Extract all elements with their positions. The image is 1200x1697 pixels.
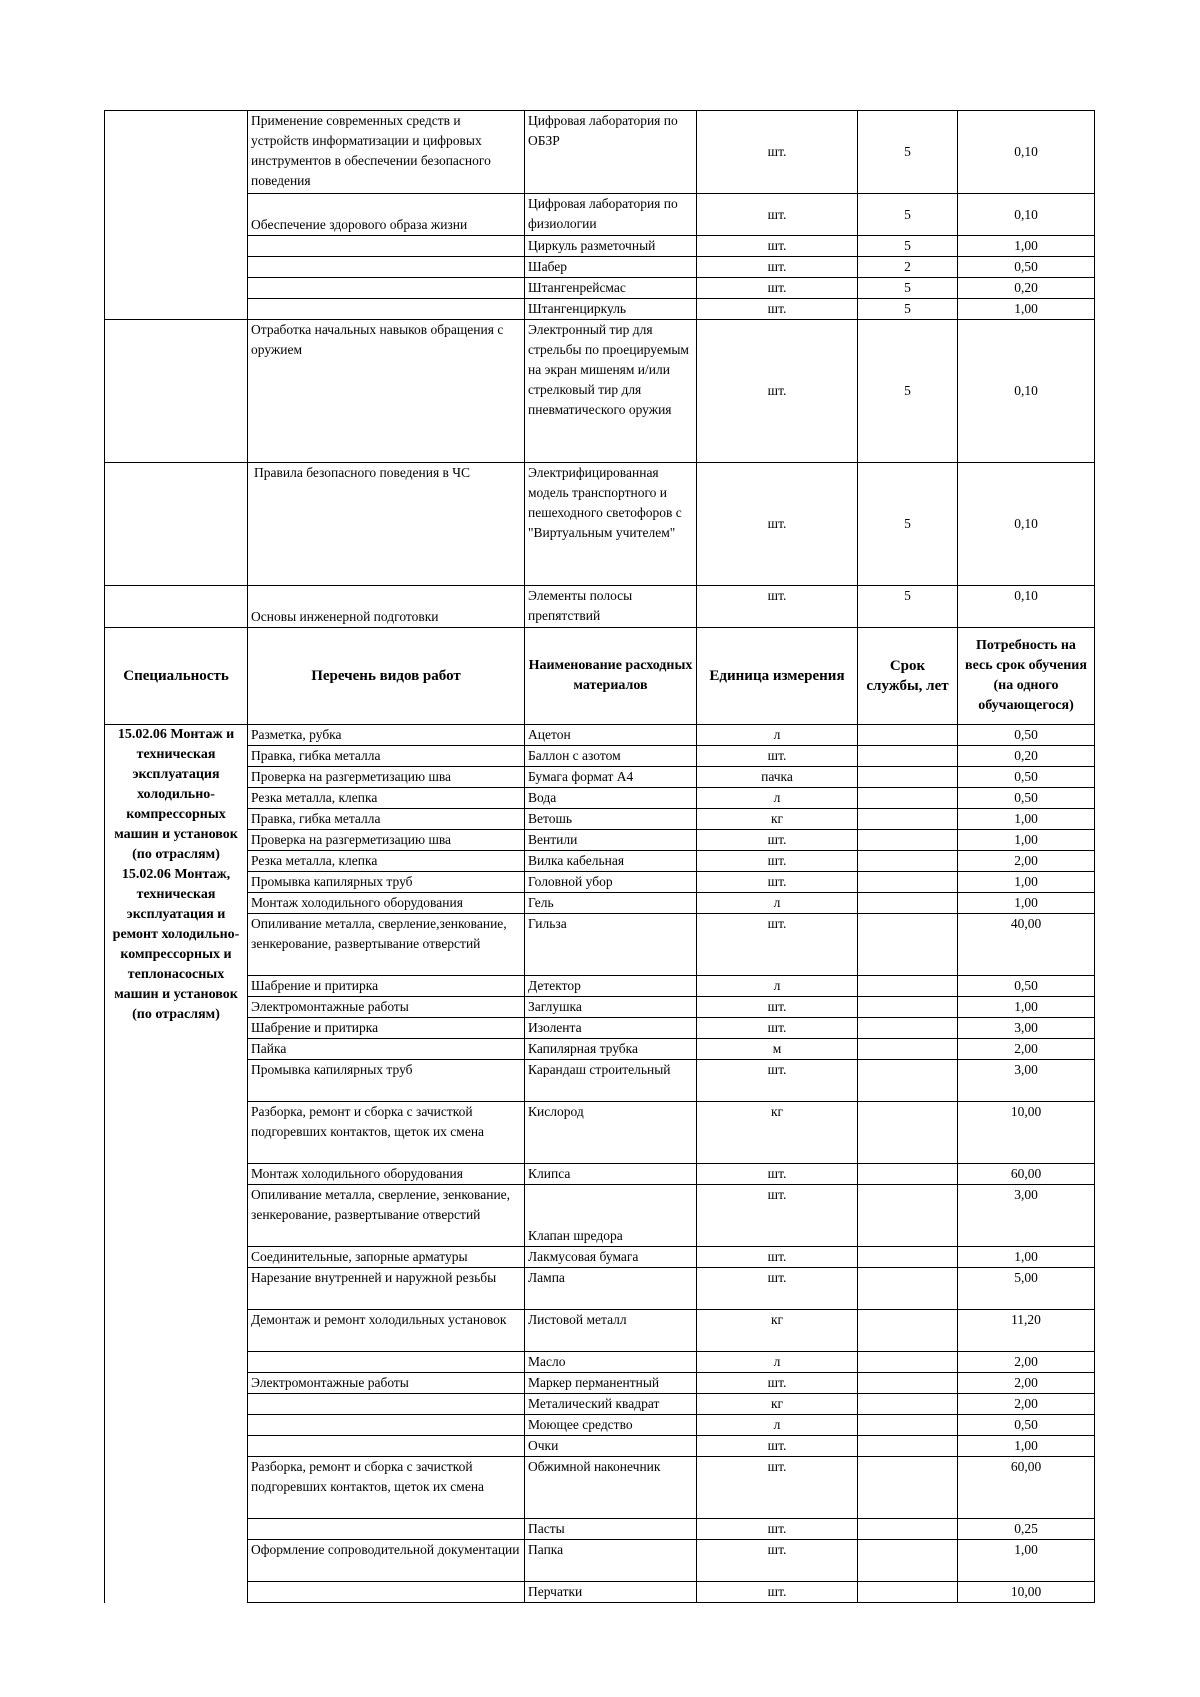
work-cell xyxy=(248,1519,525,1540)
need-cell: 1,00 xyxy=(958,236,1095,257)
need-cell: 0,20 xyxy=(958,278,1095,299)
unit-cell: шт. xyxy=(697,1540,858,1582)
material-cell: Штангенциркуль xyxy=(525,299,697,320)
need-cell: 0,25 xyxy=(958,1519,1095,1540)
work-cell: Шабрение и притирка xyxy=(248,976,525,997)
need-cell: 1,00 xyxy=(958,299,1095,320)
specialty-cell xyxy=(105,586,248,628)
term-cell xyxy=(858,1185,958,1247)
table-row xyxy=(105,1247,1095,1268)
term-cell: 5 xyxy=(858,320,958,463)
need-cell: 0,50 xyxy=(958,767,1095,788)
table-row xyxy=(105,1310,1095,1352)
need-cell: 0,50 xyxy=(958,1415,1095,1436)
material-cell: Перчатки xyxy=(525,1582,697,1603)
table-row xyxy=(105,1060,1095,1102)
work-cell: Опиливание металла, сверление, зенкование, зенкерование, развертывание отверстий xyxy=(248,1185,525,1247)
material-cell: Масло xyxy=(525,1352,697,1373)
term-cell xyxy=(858,1394,958,1415)
unit-cell: кг xyxy=(697,809,858,830)
term-cell xyxy=(858,1310,958,1352)
material-cell: Цифровая лаборатория по ОБЗР xyxy=(525,111,697,194)
material-cell: Элементы полосы препятствий xyxy=(525,586,697,628)
material-cell: Папка xyxy=(525,1540,697,1582)
material-cell: Клапан шредора xyxy=(525,1185,697,1247)
header-need: Потребность на весь срок обучения (на одного обучающегося) xyxy=(958,628,1095,725)
work-cell: Нарезание внутренней и наружной резьбы xyxy=(248,1268,525,1310)
term-cell xyxy=(858,1519,958,1540)
table-row xyxy=(105,320,1095,463)
specialty-cell xyxy=(105,236,248,257)
material-cell: Ветошь xyxy=(525,809,697,830)
unit-cell: шт. xyxy=(697,872,858,893)
need-cell: 0,10 xyxy=(958,463,1095,586)
term-cell xyxy=(858,767,958,788)
specialty-name: 15.02.06 Монтаж и техническая эксплуатация холодильно-компрессорных машин и установок (по отраслям) 15.02.06 Монтаж, техническая эксплуатация и ремонт холодильно-компрессорных и теплонасосных машин и установок (по отраслям) xyxy=(105,725,248,1603)
table-row xyxy=(105,997,1095,1018)
material-cell: Клипса xyxy=(525,1164,697,1185)
table-row xyxy=(105,788,1095,809)
material-cell: Штангенрейсмас xyxy=(525,278,697,299)
need-cell: 0,10 xyxy=(958,194,1095,236)
need-cell: 0,20 xyxy=(958,746,1095,767)
unit-cell: шт. xyxy=(697,1185,858,1247)
unit-cell: л xyxy=(697,976,858,997)
work-cell: Резка металла, клепка xyxy=(248,851,525,872)
unit-cell: шт. xyxy=(697,1436,858,1457)
need-cell: 1,00 xyxy=(958,809,1095,830)
table-row xyxy=(105,767,1095,788)
table-row xyxy=(105,236,1095,257)
material-cell: Пасты xyxy=(525,1519,697,1540)
specialty-cell xyxy=(105,278,248,299)
term-cell xyxy=(858,725,958,746)
table-row xyxy=(105,1519,1095,1540)
unit-cell: шт. xyxy=(697,1247,858,1268)
work-cell xyxy=(248,257,525,278)
material-cell: Баллон с азотом xyxy=(525,746,697,767)
term-cell xyxy=(858,1018,958,1039)
table-row xyxy=(105,1436,1095,1457)
work-cell xyxy=(248,1352,525,1373)
table-row xyxy=(105,257,1095,278)
work-cell xyxy=(248,278,525,299)
unit-cell: шт. xyxy=(697,194,858,236)
unit-cell: шт. xyxy=(697,111,858,194)
material-cell: Обжимной наконечник xyxy=(525,1457,697,1519)
need-cell: 2,00 xyxy=(958,851,1095,872)
unit-cell: шт. xyxy=(697,1164,858,1185)
work-cell: Резка металла, клепка xyxy=(248,788,525,809)
unit-cell: шт. xyxy=(697,914,858,976)
need-cell: 1,00 xyxy=(958,872,1095,893)
work-cell xyxy=(248,1436,525,1457)
unit-cell: шт. xyxy=(697,463,858,586)
unit-cell: шт. xyxy=(697,1060,858,1102)
work-cell xyxy=(248,299,525,320)
term-cell xyxy=(858,1247,958,1268)
table-row xyxy=(105,1582,1095,1603)
unit-cell: шт. xyxy=(697,1018,858,1039)
need-cell: 1,00 xyxy=(958,997,1095,1018)
unit-cell: л xyxy=(697,725,858,746)
header-material: Наименование расходных материалов xyxy=(525,628,697,725)
table-body-materials xyxy=(105,725,1095,1603)
term-cell xyxy=(858,1457,958,1519)
need-cell: 0,10 xyxy=(958,111,1095,194)
term-cell xyxy=(858,1540,958,1582)
need-cell: 0,10 xyxy=(958,320,1095,463)
unit-cell: шт. xyxy=(697,997,858,1018)
term-cell xyxy=(858,1352,958,1373)
work-cell: Применение современных средств и устройств информатизации и цифровых инструментов в обеспечении безопасного поведения xyxy=(248,111,525,194)
work-cell: Проверка на разгерметизацию шва xyxy=(248,767,525,788)
work-cell: Правка, гибка металла xyxy=(248,746,525,767)
table-row xyxy=(105,278,1095,299)
specialty-cell xyxy=(105,320,248,463)
need-cell: 11,20 xyxy=(958,1310,1095,1352)
material-cell: Металический квадрат xyxy=(525,1394,697,1415)
table-row xyxy=(105,1540,1095,1582)
material-cell: Шабер xyxy=(525,257,697,278)
need-cell: 2,00 xyxy=(958,1373,1095,1394)
material-cell: Карандаш строительный xyxy=(525,1060,697,1102)
need-cell: 1,00 xyxy=(958,893,1095,914)
need-cell: 3,00 xyxy=(958,1060,1095,1102)
work-cell: Правила безопасного поведения в ЧС xyxy=(248,463,525,586)
unit-cell: пачка xyxy=(697,767,858,788)
term-cell xyxy=(858,893,958,914)
specialty-cell xyxy=(105,257,248,278)
need-cell: 0,50 xyxy=(958,725,1095,746)
table-row xyxy=(105,914,1095,976)
table-row xyxy=(105,1102,1095,1164)
material-cell: Вода xyxy=(525,788,697,809)
unit-cell: шт. xyxy=(697,746,858,767)
specialty-cell xyxy=(105,463,248,586)
material-cell: Гильза xyxy=(525,914,697,976)
material-cell: Головной убор xyxy=(525,872,697,893)
material-cell: Вилка кабельная xyxy=(525,851,697,872)
table-row xyxy=(105,976,1095,997)
material-cell: Изолента xyxy=(525,1018,697,1039)
term-cell xyxy=(858,1415,958,1436)
term-cell xyxy=(858,976,958,997)
need-cell: 1,00 xyxy=(958,1436,1095,1457)
work-cell: Монтаж холодильного оборудования xyxy=(248,893,525,914)
need-cell: 0,50 xyxy=(958,788,1095,809)
need-cell: 1,00 xyxy=(958,1540,1095,1582)
unit-cell: шт. xyxy=(697,299,858,320)
table-row xyxy=(105,1039,1095,1060)
need-cell: 60,00 xyxy=(958,1457,1095,1519)
unit-cell: шт. xyxy=(697,236,858,257)
material-cell: Детектор xyxy=(525,976,697,997)
table-row xyxy=(105,1164,1095,1185)
work-cell: Демонтаж и ремонт холодильных установок xyxy=(248,1310,525,1352)
term-cell: 5 xyxy=(858,299,958,320)
term-cell xyxy=(858,1164,958,1185)
need-cell: 2,00 xyxy=(958,1039,1095,1060)
table-row xyxy=(105,1373,1095,1394)
table-row xyxy=(105,851,1095,872)
table-row xyxy=(105,299,1095,320)
term-cell xyxy=(858,851,958,872)
header-specialty: Специальность xyxy=(105,628,248,725)
work-cell: Соединительные, запорные арматуры xyxy=(248,1247,525,1268)
material-cell: Вентили xyxy=(525,830,697,851)
table-row xyxy=(105,809,1095,830)
table-row xyxy=(105,893,1095,914)
work-cell xyxy=(248,1582,525,1603)
need-cell: 1,00 xyxy=(958,830,1095,851)
work-cell xyxy=(248,1415,525,1436)
table-row xyxy=(105,1415,1095,1436)
unit-cell: шт. xyxy=(697,1519,858,1540)
unit-cell: кг xyxy=(697,1102,858,1164)
table-row xyxy=(105,1457,1095,1519)
term-cell xyxy=(858,1039,958,1060)
work-cell: Опиливание металла, сверление,зенкование, зенкерование, развертывание отверстий xyxy=(248,914,525,976)
header-unit: Единица измерения xyxy=(697,628,858,725)
unit-cell: м xyxy=(697,1039,858,1060)
work-cell: Оформление сопроводительной документации xyxy=(248,1540,525,1582)
work-cell: Электромонтажные работы xyxy=(248,1373,525,1394)
material-cell: Заглушка xyxy=(525,997,697,1018)
need-cell: 0,50 xyxy=(958,976,1095,997)
specialty-cell xyxy=(105,194,248,236)
work-cell: Пайка xyxy=(248,1039,525,1060)
unit-cell: шт. xyxy=(697,278,858,299)
work-cell: Шабрение и притирка xyxy=(248,1018,525,1039)
unit-cell: шт. xyxy=(697,320,858,463)
unit-cell: л xyxy=(697,788,858,809)
table-row xyxy=(105,1352,1095,1373)
need-cell: 0,10 xyxy=(958,586,1095,628)
table-row xyxy=(105,725,1095,746)
material-cell: Цифровая лаборатория по физиологии xyxy=(525,194,697,236)
table-row xyxy=(105,1268,1095,1310)
unit-cell: шт. xyxy=(697,1457,858,1519)
material-cell: Бумага формат А4 xyxy=(525,767,697,788)
need-cell: 0,50 xyxy=(958,257,1095,278)
unit-cell: шт. xyxy=(697,586,858,628)
work-cell xyxy=(248,1394,525,1415)
term-cell xyxy=(858,1436,958,1457)
material-cell: Ацетон xyxy=(525,725,697,746)
work-cell: Отработка начальных навыков обращения с оружием xyxy=(248,320,525,463)
term-cell xyxy=(858,1582,958,1603)
term-cell: 5 xyxy=(858,111,958,194)
unit-cell: шт. xyxy=(697,1268,858,1310)
term-cell: 5 xyxy=(858,194,958,236)
material-cell: Маркер перманентный xyxy=(525,1373,697,1394)
material-cell: Капилярная трубка xyxy=(525,1039,697,1060)
material-cell: Циркуль разметочный xyxy=(525,236,697,257)
specialty-cell xyxy=(105,299,248,320)
term-cell xyxy=(858,1268,958,1310)
unit-cell: л xyxy=(697,1352,858,1373)
need-cell: 3,00 xyxy=(958,1018,1095,1039)
term-cell: 5 xyxy=(858,463,958,586)
term-cell: 5 xyxy=(858,278,958,299)
need-cell: 3,00 xyxy=(958,1185,1095,1247)
need-cell: 10,00 xyxy=(958,1582,1095,1603)
work-cell: Монтаж холодильного оборудования xyxy=(248,1164,525,1185)
work-cell: Разборка, ремонт и сборка с зачисткой подгоревших контактов, щеток их смена xyxy=(248,1457,525,1519)
work-cell: Промывка капилярных труб xyxy=(248,872,525,893)
unit-cell: шт. xyxy=(697,851,858,872)
term-cell: 5 xyxy=(858,236,958,257)
term-cell xyxy=(858,997,958,1018)
term-cell xyxy=(858,788,958,809)
table-row xyxy=(105,194,1095,236)
term-cell xyxy=(858,1373,958,1394)
material-cell: Гель xyxy=(525,893,697,914)
work-cell: Основы инженерной подготовки xyxy=(248,586,525,628)
table-row xyxy=(105,1018,1095,1039)
header-works: Перечень видов работ xyxy=(248,628,525,725)
materials-table xyxy=(104,110,1095,1603)
table-row xyxy=(105,586,1095,628)
need-cell: 5,00 xyxy=(958,1268,1095,1310)
specialty-cell xyxy=(105,111,248,194)
material-cell: Электронный тир для стрельбы по проецируемым на экран мишеням и/или стрелковый тир для пневматического оружия xyxy=(525,320,697,463)
material-cell: Очки xyxy=(525,1436,697,1457)
left-border-line xyxy=(104,1560,105,1576)
unit-cell: кг xyxy=(697,1394,858,1415)
unit-cell: шт. xyxy=(697,1582,858,1603)
unit-cell: л xyxy=(697,1415,858,1436)
unit-cell: л xyxy=(697,893,858,914)
term-cell xyxy=(858,914,958,976)
work-cell: Электромонтажные работы xyxy=(248,997,525,1018)
work-cell: Разметка, рубка xyxy=(248,725,525,746)
material-cell: Листовой металл xyxy=(525,1310,697,1352)
term-cell xyxy=(858,746,958,767)
table-row xyxy=(105,463,1095,586)
work-cell: Разборка, ремонт и сборка с зачисткой подгоревших контактов, щеток их смена xyxy=(248,1102,525,1164)
term-cell xyxy=(858,872,958,893)
table-row xyxy=(105,746,1095,767)
unit-cell: шт. xyxy=(697,257,858,278)
work-cell: Обеспечение здорового образа жизни xyxy=(248,194,525,236)
table-row xyxy=(105,111,1095,194)
term-cell xyxy=(858,830,958,851)
work-cell: Правка, гибка металла xyxy=(248,809,525,830)
material-cell: Лампа xyxy=(525,1268,697,1310)
material-cell: Кислород xyxy=(525,1102,697,1164)
table-row xyxy=(105,830,1095,851)
unit-cell: кг xyxy=(697,1310,858,1352)
work-cell xyxy=(248,236,525,257)
term-cell: 5 xyxy=(858,586,958,628)
table-row xyxy=(105,872,1095,893)
table-row xyxy=(105,1394,1095,1415)
term-cell xyxy=(858,1060,958,1102)
material-cell: Лакмусовая бумага xyxy=(525,1247,697,1268)
material-cell: Моющее средство xyxy=(525,1415,697,1436)
header-term: Срок службы, лет xyxy=(858,628,958,725)
term-cell xyxy=(858,1102,958,1164)
work-cell: Проверка на разгерметизацию шва xyxy=(248,830,525,851)
need-cell: 10,00 xyxy=(958,1102,1095,1164)
need-cell: 2,00 xyxy=(958,1394,1095,1415)
term-cell: 2 xyxy=(858,257,958,278)
need-cell: 40,00 xyxy=(958,914,1095,976)
table-row xyxy=(105,1185,1095,1247)
work-cell: Промывка капилярных труб xyxy=(248,1060,525,1102)
need-cell: 1,00 xyxy=(958,1247,1095,1268)
table-body-top xyxy=(105,111,1095,725)
unit-cell: шт. xyxy=(697,830,858,851)
table-header-row xyxy=(105,628,1095,725)
need-cell: 60,00 xyxy=(958,1164,1095,1185)
need-cell: 2,00 xyxy=(958,1352,1095,1373)
material-cell: Электрифицированная модель транспортного и пешеходного светофоров с "Виртуальным учителем" xyxy=(525,463,697,586)
unit-cell: шт. xyxy=(697,1373,858,1394)
term-cell xyxy=(858,809,958,830)
